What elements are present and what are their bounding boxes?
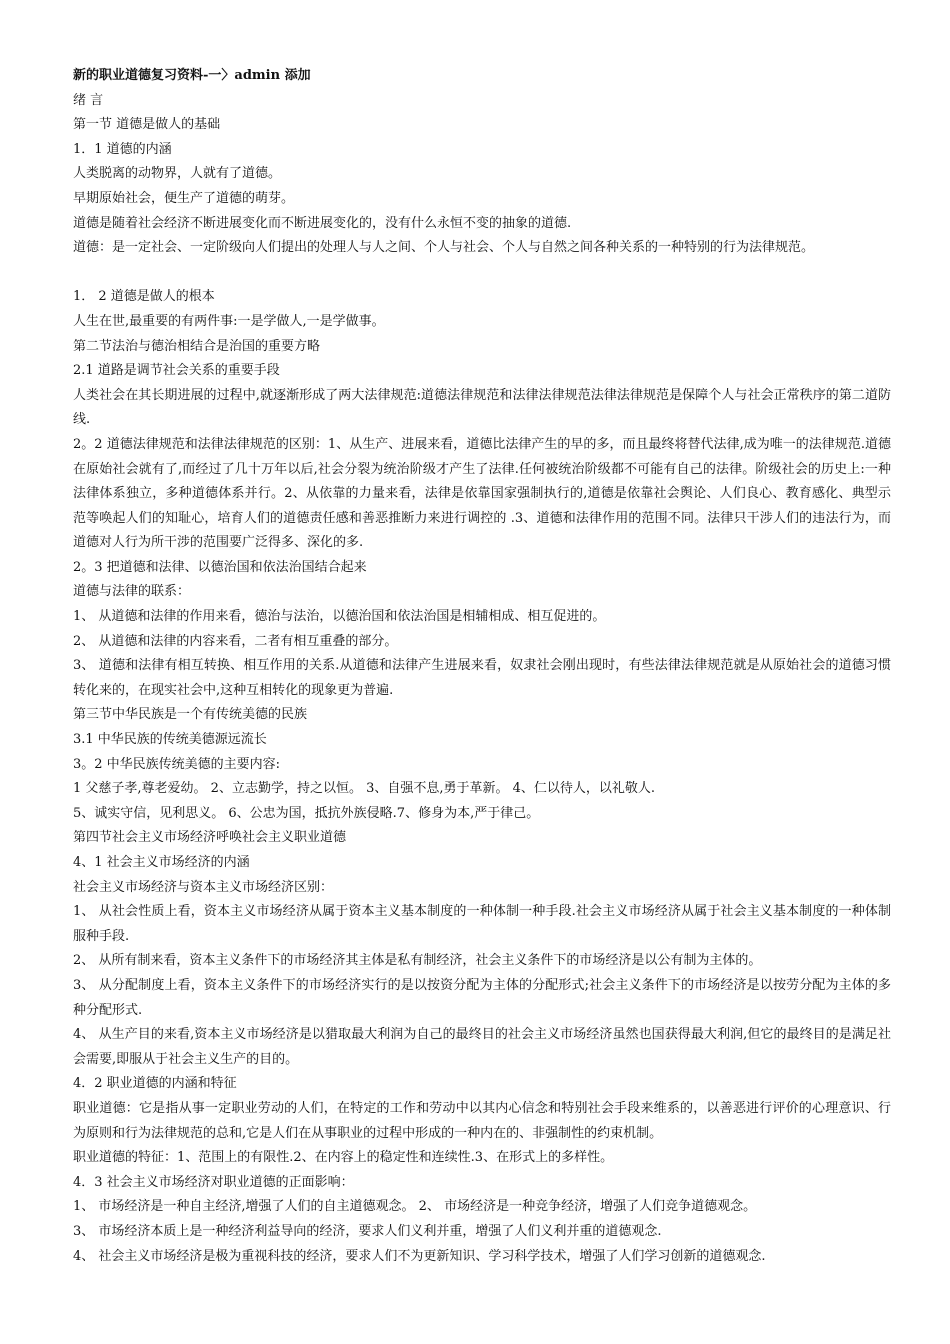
paragraph: 2.1 道路是调节社会关系的重要手段: [73, 363, 280, 379]
paragraph: 道德与法律的联系：: [73, 584, 191, 600]
paragraph: 第四节社会主义市场经济呼唤社会主义职业道德: [73, 830, 347, 846]
paragraph: 2。3 把道德和法律、以德治国和依法治国结合起来: [73, 559, 367, 575]
paragraph: 5、诚实守信，见利思义。 6、公忠为国，抵抗外族侵略.7、修身为本,严于律己。: [73, 805, 540, 821]
paragraph: 1．1 道德的内涵: [73, 141, 172, 157]
paragraph: 职业道德的特征：1、范围上的有限性.2、在内容上的稳定性和连续性.3、在形式上的多样性。: [73, 1150, 614, 1166]
paragraph: 人类脱离的动物界，人就有了道德。: [73, 166, 282, 182]
document-body: [73, 89, 891, 1270]
paragraph: 1． 2 道德是做人的根本: [73, 289, 215, 305]
paragraph: 3.1 中华民族的传统美德源远流长: [73, 732, 267, 748]
paragraph: 人类社会在其长期进展的过程中,就逐渐形成了两大法律规范:道德法律规范和法律法律规范法律法律规范是保障个人与社会正常秩序的第二道防线.: [73, 387, 891, 428]
paragraph: 第三节中华民族是一个有传统美德的民族: [73, 707, 308, 723]
paragraph: 道德：是一定社会、一定阶级向人们提出的处理人与人之间、个人与社会、个人与自然之间各种关系的一种特别的行为法律规范。: [73, 240, 815, 256]
paragraph: 职业道德：它是指从事一定职业劳动的人们，在特定的工作和劳动中以其内心信念和特别社会手段来维系的，以善恶进行评价的心理意识、行为原则和行为法律规范的总和,它是人们在从事职业的过程中形成的一种内在的、非强制性的约束机制。: [73, 1100, 891, 1141]
paragraph: 2、 从道德和法律的内容来看，二者有相互重叠的部分。: [73, 633, 398, 649]
paragraph: 3、 市场经济本质上是一种经济利益导向的经济，要求人们义利并重，增强了人们义利并重的道德观念.: [73, 1223, 662, 1239]
paragraph: 社会主义市场经济与资本主义市场经济区别：: [73, 879, 334, 895]
paragraph: 4．2 职业道德的内涵和特征: [73, 1076, 237, 1092]
paragraph: 道德是随着社会经济不断进展变化而不断进展变化的，没有什么永恒不变的抽象的道德.: [73, 215, 572, 231]
paragraph: 早期原始社会，便生产了道德的萌芽。: [73, 190, 295, 206]
blank-line: [73, 261, 891, 286]
paragraph: 4、 社会主义市场经济是极为重视科技的经济，要求人们不为更新知识、学习科学技术，增强了人们学习创新的道德观念.: [73, 1248, 766, 1264]
paragraph: 3。2 中华民族传统美德的主要内容:: [73, 756, 281, 772]
paragraph: 绪 言: [73, 92, 104, 108]
paragraph: 4、 从生产目的来看,资本主义市场经济是以猎取最大利润为自己的最终目的社会主义市场经济虽然也国获得最大利润,但它的最终目的是满足社会需要,即服从于社会主义生产的目的。: [73, 1027, 891, 1067]
paragraph: 4．3 社会主义市场经济对职业道德的正面影响：: [73, 1174, 354, 1190]
document-page: [73, 64, 891, 1269]
paragraph: 1、 市场经济是一种自主经济,增强了人们的自主道德观念。 2、 市场经济是一种竞争经济，增强了人们竞争道德观念。: [73, 1199, 757, 1215]
paragraph: 第一节 道德是做人的基础: [73, 117, 221, 133]
paragraph: 1、 从道德和法律的作用来看，德治与法治，以德治国和依法治国是相辅相成、相互促进的。: [73, 609, 606, 625]
document-title: 新的职业道德复习资料-一〉admin 添加: [73, 68, 311, 83]
paragraph: 1 父慈子孝,尊老爱幼。 2、立志勤学，持之以恒。 3、自强不息,勇于革新。 4、仁以待人，以礼敬人.: [73, 781, 656, 797]
paragraph: 2、 从所有制来看，资本主义条件下的市场经济其主体是私有制经济，社会主义条件下的市场经济是以公有制为主体的。: [73, 953, 762, 969]
paragraph: 4、1 社会主义市场经济的内涵: [73, 855, 250, 870]
paragraph: 人生在世,最重要的有两件事:一是学做人,一是学做事。: [73, 313, 385, 329]
paragraph: 3、 从分配制度上看，资本主义条件下的市场经济实行的是以按资分配为主体的分配形式;社会主义条件下的市场经济是以按劳分配为主体的多种分配形式.: [73, 977, 891, 1018]
paragraph: 1、 从社会性质上看，资本主义市场经济从属于资本主义基本制度的一种体制一种手段.社会主义市场经济从属于社会主义基本制度的一种体制服种手段.: [73, 904, 891, 944]
paragraph: 2。2 道德法律规范和法律法律规范的区别：1、从生产、进展来看，道德比法律产生的早的多，而且最终将替代法律,成为唯一的法律规范.道德在原始社会就有了,而经过了几十万年以后,社会分裂为统治阶级才产生了法律.任何被统治阶级都不可能有自己的法律。阶级社会的历史上:一种法律体系独立，多种道德体系并行。2、从依靠的力量来看，法律是依靠国家强制执行的,道德是依靠社会舆论、人们良心、教育感化、典型示范等唤起人们的知耻心，培育人们的道德责任感和善恶推断力来进行调控的 .3、道德和法律作用的范围不同。法律只干涉人们的违法行为，而道德对人行为所干涉的范围要广泛得多、深化的多.: [73, 436, 891, 551]
paragraph: 第二节法治与德治相结合是治国的重要方略: [73, 338, 321, 354]
paragraph: 3、 道德和法律有相互转换、相互作用的关系.从道德和法律产生进展来看，奴隶社会刚出现时，有些法律法律规范就是从原始社会的道德习惯转化来的，在现实社会中,这种互相转化的现象更为普遍.: [73, 658, 891, 698]
